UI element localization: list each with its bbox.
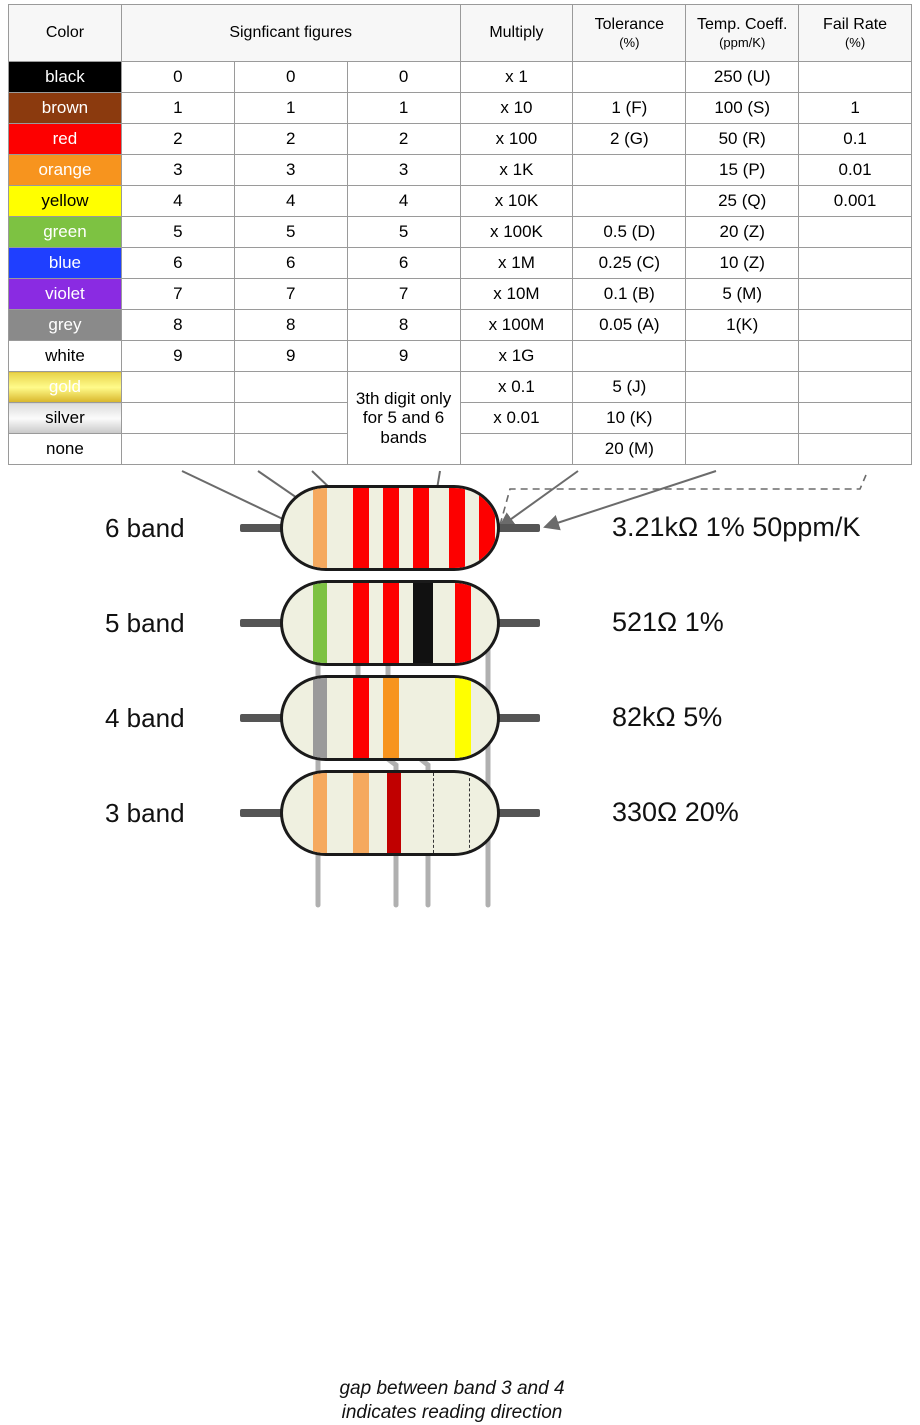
header-temp-coeff-sub: (ppm/K) — [719, 34, 766, 50]
resistor-band — [383, 488, 399, 568]
significant-figure-cell: 5 — [347, 217, 460, 248]
color-swatch-cell: silver — [9, 403, 122, 434]
significant-figure-cell: 3 — [234, 155, 347, 186]
color-swatch-cell: white — [9, 341, 122, 372]
fail-cell — [799, 403, 912, 434]
temp-cell: 25 (Q) — [686, 186, 799, 217]
table-row — [9, 403, 912, 434]
tolerance-cell: 0.1 (B) — [573, 279, 686, 310]
table-header-row — [9, 5, 912, 62]
significant-figure-cell: 7 — [234, 279, 347, 310]
resistor-color-code-table — [8, 4, 912, 465]
significant-figure-cell: 0 — [121, 62, 234, 93]
resistor-band — [479, 488, 495, 568]
header-fail-rate-sub: (%) — [844, 34, 866, 50]
significant-figure-cell: 6 — [234, 248, 347, 279]
multiply-cell: x 1 — [460, 62, 573, 93]
header-tolerance — [573, 5, 686, 62]
fail-cell: 0.1 — [799, 124, 912, 155]
fail-cell: 0.01 — [799, 155, 912, 186]
caption-line-1: gap between band 3 and 4 — [339, 1378, 565, 1399]
significant-figure-cell: 4 — [347, 186, 460, 217]
multiply-cell: x 1M — [460, 248, 573, 279]
tolerance-cell — [573, 62, 686, 93]
color-swatch-cell: red — [9, 124, 122, 155]
significant-figure-cell: 7 — [121, 279, 234, 310]
tolerance-cell: 2 (G) — [573, 124, 686, 155]
multiply-cell: x 100 — [460, 124, 573, 155]
resistor-6-band — [240, 485, 540, 571]
resistor-body — [280, 580, 500, 666]
resistor-band — [449, 488, 465, 568]
multiply-cell: x 1K — [460, 155, 573, 186]
significant-figure-cell: 0 — [347, 62, 460, 93]
color-swatch-cell: violet — [9, 279, 122, 310]
color-swatch-cell: gold — [9, 372, 122, 403]
fail-cell — [799, 248, 912, 279]
header-temp-coeff-label: Temp. Coeff. — [696, 15, 788, 33]
resistor-band — [413, 583, 433, 663]
tolerance-cell: 10 (K) — [573, 403, 686, 434]
color-swatch-cell: orange — [9, 155, 122, 186]
table-row — [9, 124, 912, 155]
resistor-band-count-label: 6 band — [105, 513, 185, 543]
header-fail-rate-label: Fail Rate — [823, 15, 888, 33]
temp-cell: 20 (Z) — [686, 217, 799, 248]
lead-left — [240, 524, 284, 532]
multiply-cell: x 10K — [460, 186, 573, 217]
resistor-3-band — [240, 770, 540, 856]
resistor-band — [455, 583, 471, 663]
significant-figure-cell — [234, 434, 347, 465]
color-swatch-cell: blue — [9, 248, 122, 279]
fail-cell — [799, 434, 912, 465]
multiply-cell: x 0.1 — [460, 372, 573, 403]
significant-figure-cell: 4 — [121, 186, 234, 217]
tolerance-cell — [573, 341, 686, 372]
header-tolerance-label: Tolerance — [594, 15, 664, 33]
multiply-cell: x 1G — [460, 341, 573, 372]
table-row — [9, 248, 912, 279]
significant-figure-cell: 8 — [347, 310, 460, 341]
header-color — [9, 5, 122, 62]
resistor-band — [353, 678, 369, 758]
header-fail-rate — [799, 5, 912, 62]
resistor-band — [313, 488, 327, 568]
table-row — [9, 155, 912, 186]
table-row — [9, 434, 912, 465]
table-row — [9, 310, 912, 341]
fail-cell: 0.001 — [799, 186, 912, 217]
significant-figure-cell: 8 — [234, 310, 347, 341]
multiply-cell: x 100M — [460, 310, 573, 341]
significant-figure-cell: 3th digit only for 5 and 6 bands — [347, 372, 460, 465]
significant-figure-cell: 6 — [347, 248, 460, 279]
header-tolerance-sub: (%) — [619, 34, 640, 50]
table-row — [9, 93, 912, 124]
header-multiply — [460, 5, 573, 62]
significant-figure-cell: 8 — [121, 310, 234, 341]
significant-figure-cell: 1 — [234, 93, 347, 124]
significant-figure-cell: 0 — [234, 62, 347, 93]
lead-right — [496, 619, 540, 627]
tolerance-cell: 1 (F) — [573, 93, 686, 124]
resistor-value-label: 330Ω 20% — [612, 797, 739, 827]
significant-figure-cell: 3 — [347, 155, 460, 186]
significant-figure-cell: 6 — [121, 248, 234, 279]
table-row — [9, 341, 912, 372]
temp-cell — [686, 403, 799, 434]
table-body — [9, 62, 912, 465]
significant-figure-cell: 5 — [234, 217, 347, 248]
resistor-band — [313, 678, 327, 758]
color-swatch-cell: green — [9, 217, 122, 248]
header-significant-figures — [121, 5, 460, 62]
table-row — [9, 372, 912, 403]
resistor-5-band — [240, 580, 540, 666]
resistor-band — [433, 773, 434, 853]
resistor-band — [383, 583, 399, 663]
fail-cell: 1 — [799, 93, 912, 124]
lead-left — [240, 619, 284, 627]
tolerance-cell — [573, 155, 686, 186]
resistor-band — [387, 773, 401, 853]
fail-cell — [799, 62, 912, 93]
resistor-band — [469, 773, 470, 853]
color-swatch-cell: black — [9, 62, 122, 93]
significant-figure-cell — [121, 403, 234, 434]
lead-right — [496, 809, 540, 817]
temp-cell: 50 (R) — [686, 124, 799, 155]
temp-cell: 100 (S) — [686, 93, 799, 124]
significant-figure-cell: 2 — [121, 124, 234, 155]
header-color-label: Color — [45, 24, 85, 41]
temp-cell — [686, 372, 799, 403]
header-temp-coeff — [686, 5, 799, 62]
resistor-4-band — [240, 675, 540, 761]
fail-cell — [799, 341, 912, 372]
significant-figure-cell — [234, 403, 347, 434]
multiply-cell: x 10 — [460, 93, 573, 124]
lead-left — [240, 714, 284, 722]
temp-cell: 15 (P) — [686, 155, 799, 186]
caption-line-2: indicates reading direction — [341, 1401, 563, 1423]
table-row — [9, 279, 912, 310]
significant-figure-cell: 7 — [347, 279, 460, 310]
multiply-cell: x 10M — [460, 279, 573, 310]
significant-figure-cell — [121, 372, 234, 403]
temp-cell: 10 (Z) — [686, 248, 799, 279]
resistor-band — [413, 488, 429, 568]
temp-cell — [686, 341, 799, 372]
tolerance-cell: 0.25 (C) — [573, 248, 686, 279]
resistor-band — [353, 488, 369, 568]
multiply-cell — [460, 434, 573, 465]
temp-cell — [686, 434, 799, 465]
resistor-band — [353, 583, 369, 663]
significant-figure-cell: 4 — [234, 186, 347, 217]
resistor-body — [280, 770, 500, 856]
resistor-diagram — [0, 465, 920, 1423]
fail-cell — [799, 310, 912, 341]
lead-right — [496, 714, 540, 722]
significant-figure-cell: 2 — [234, 124, 347, 155]
temp-cell: 5 (M) — [686, 279, 799, 310]
table-row — [9, 217, 912, 248]
resistor-body — [280, 485, 500, 571]
significant-figure-cell: 2 — [347, 124, 460, 155]
significant-figure-cell: 1 — [121, 93, 234, 124]
color-swatch-cell: grey — [9, 310, 122, 341]
tolerance-cell: 20 (M) — [573, 434, 686, 465]
significant-figure-cell: 9 — [234, 341, 347, 372]
significant-figure-cell: 9 — [121, 341, 234, 372]
header-significant-figures-label: Signficant figures — [229, 24, 353, 41]
resistor-body — [280, 675, 500, 761]
fail-cell — [799, 372, 912, 403]
multiply-cell: x 0.01 — [460, 403, 573, 434]
significant-figure-cell — [121, 434, 234, 465]
resistor-band-count-label: 4 band — [105, 703, 185, 733]
significant-figure-cell — [234, 372, 347, 403]
significant-figure-cell: 5 — [121, 217, 234, 248]
lead-left — [240, 809, 284, 817]
multiply-cell: x 100K — [460, 217, 573, 248]
resistor-value-label: 3.21kΩ 1% 50ppm/K — [612, 512, 861, 542]
header-multiply-label: Multiply — [489, 24, 544, 41]
resistor-band — [455, 678, 471, 758]
resistor-value-label: 82kΩ 5% — [612, 702, 723, 732]
resistor-band — [313, 773, 327, 853]
lead-right — [496, 524, 540, 532]
table-row — [9, 186, 912, 217]
temp-cell: 1(K) — [686, 310, 799, 341]
color-swatch-cell: yellow — [9, 186, 122, 217]
color-swatch-cell: none — [9, 434, 122, 465]
fail-cell — [799, 279, 912, 310]
tolerance-cell: 5 (J) — [573, 372, 686, 403]
tolerance-cell: 0.05 (A) — [573, 310, 686, 341]
temp-cell: 250 (U) — [686, 62, 799, 93]
tolerance-cell — [573, 186, 686, 217]
significant-figure-cell: 1 — [347, 93, 460, 124]
significant-figure-cell: 3 — [121, 155, 234, 186]
resistor-band — [353, 773, 369, 853]
resistor-band — [383, 678, 399, 758]
tolerance-cell: 0.5 (D) — [573, 217, 686, 248]
reading-direction-caption — [272, 1377, 632, 1425]
resistor-value-label: 521Ω 1% — [612, 607, 724, 637]
color-swatch-cell: brown — [9, 93, 122, 124]
table-row — [9, 62, 912, 93]
fail-cell — [799, 217, 912, 248]
resistor-band-count-label: 5 band — [105, 608, 185, 638]
significant-figure-cell: 9 — [347, 341, 460, 372]
resistor-band — [313, 583, 327, 663]
resistor-band-count-label: 3 band — [105, 798, 185, 828]
